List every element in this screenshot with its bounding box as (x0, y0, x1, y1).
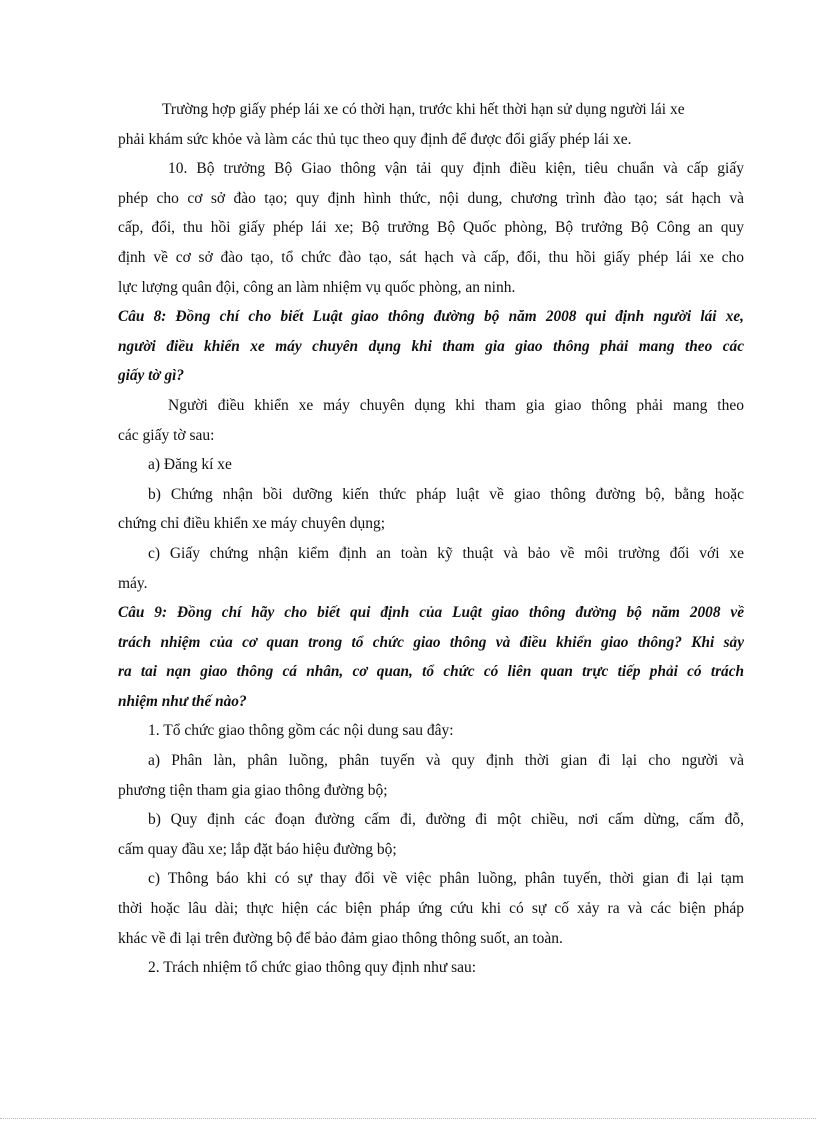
list-item: b) Quy định các đoạn đường cấm đi, đường đi một chiều, nơi cấm dừng, cấm đỗ, (148, 811, 744, 829)
list-item: b) Chứng nhận bồi dưỡng kiến thức pháp luật về giao thông đường bộ, bằng hoặc (148, 485, 744, 503)
body-line: cấm quay đầu xe; lắp đặt báo hiệu đường bộ; (118, 840, 397, 858)
list-item: a) Phân làn, phân luồng, phân tuyến và quy định thời gian đi lại cho người và (148, 752, 744, 770)
question-heading: người điều khiển xe máy chuyên dụng khi tham gia giao thông phải mang theo các (118, 337, 744, 355)
question-heading: Câu 9: Đồng chí hãy cho biết qui định của Luật giao thông đường bộ năm 2008 về (118, 604, 744, 622)
document-page (118, 95, 744, 983)
body-line: 10. Bộ trưởng Bộ Giao thông vận tải quy định điều kiện, tiêu chuẩn và cấp giấy (168, 160, 744, 178)
question-heading: giấy tờ gì? (118, 367, 184, 385)
list-item: c) Thông báo khi có sự thay đổi về việc phân luồng, phân tuyến, thời gian đi lại tạm (148, 870, 744, 888)
body-line: định về cơ sở đào tạo, tổ chức đào tạo, sát hạch và cấp, đổi, thu hồi giấy phép lái xe cho (118, 248, 744, 266)
body-line: máy. (118, 574, 148, 592)
body-line: thời hoặc lâu dài; thực hiện các biện pháp ứng cứu khi có sự cố xảy ra và các biện pháp (118, 900, 744, 918)
question-heading: Câu 8: Đồng chí cho biết Luật giao thông đường bộ năm 2008 qui định người lái xe, (118, 308, 744, 326)
list-item: c) Giấy chứng nhận kiểm định an toàn kỹ thuật và bảo về môi trường đối với xe (148, 544, 744, 562)
body-line: phương tiện tham gia giao thông đường bộ; (118, 781, 388, 799)
question-heading: trách nhiệm của cơ quan trong tổ chức giao thông và điều khiển giao thông? Khi sảy (118, 633, 744, 651)
body-line: lực lượng quân đội, công an làm nhiệm vụ quốc phòng, an ninh. (118, 278, 516, 296)
body-line: cấp, đổi, thu hồi giấy phép lái xe; Bộ trưởng Bộ Quốc phòng, Bộ trưởng Bộ Công an quy (118, 219, 744, 237)
question-heading: ra tai nạn giao thông cá nhân, cơ quan, tổ chức có liên quan trực tiếp phải có trách (118, 663, 744, 681)
body-line: Trường hợp giấy phép lái xe có thời hạn, trước khi hết thời hạn sử dụng người lái xe (162, 101, 685, 118)
body-line: phải khám sức khỏe và làm các thủ tục theo quy định để được đổi giấy phép lái xe. (118, 130, 632, 148)
list-item: 2. Trách nhiệm tổ chức giao thông quy định như sau: (148, 959, 477, 977)
body-line: các giấy tờ sau: (118, 426, 215, 444)
list-item: 1. Tổ chức giao thông gồm các nội dung sau đây: (148, 722, 454, 740)
page-bottom-rule (0, 1118, 816, 1119)
question-heading: nhiệm như thế nào? (118, 692, 247, 710)
body-line: phép cho cơ sở đào tạo; quy định hình thức, nội dung, chương trình đào tạo; sát hạch và (118, 189, 744, 207)
body-line: Người điều khiển xe máy chuyên dụng khi tham gia giao thông phải mang theo (168, 396, 744, 414)
list-item: a) Đăng kí xe (148, 456, 232, 474)
body-line: chứng chỉ điều khiển xe máy chuyên dụng; (118, 515, 386, 533)
body-line: khác về đi lại trên đường bộ để bảo đảm giao thông thông suốt, an toàn. (118, 929, 563, 947)
